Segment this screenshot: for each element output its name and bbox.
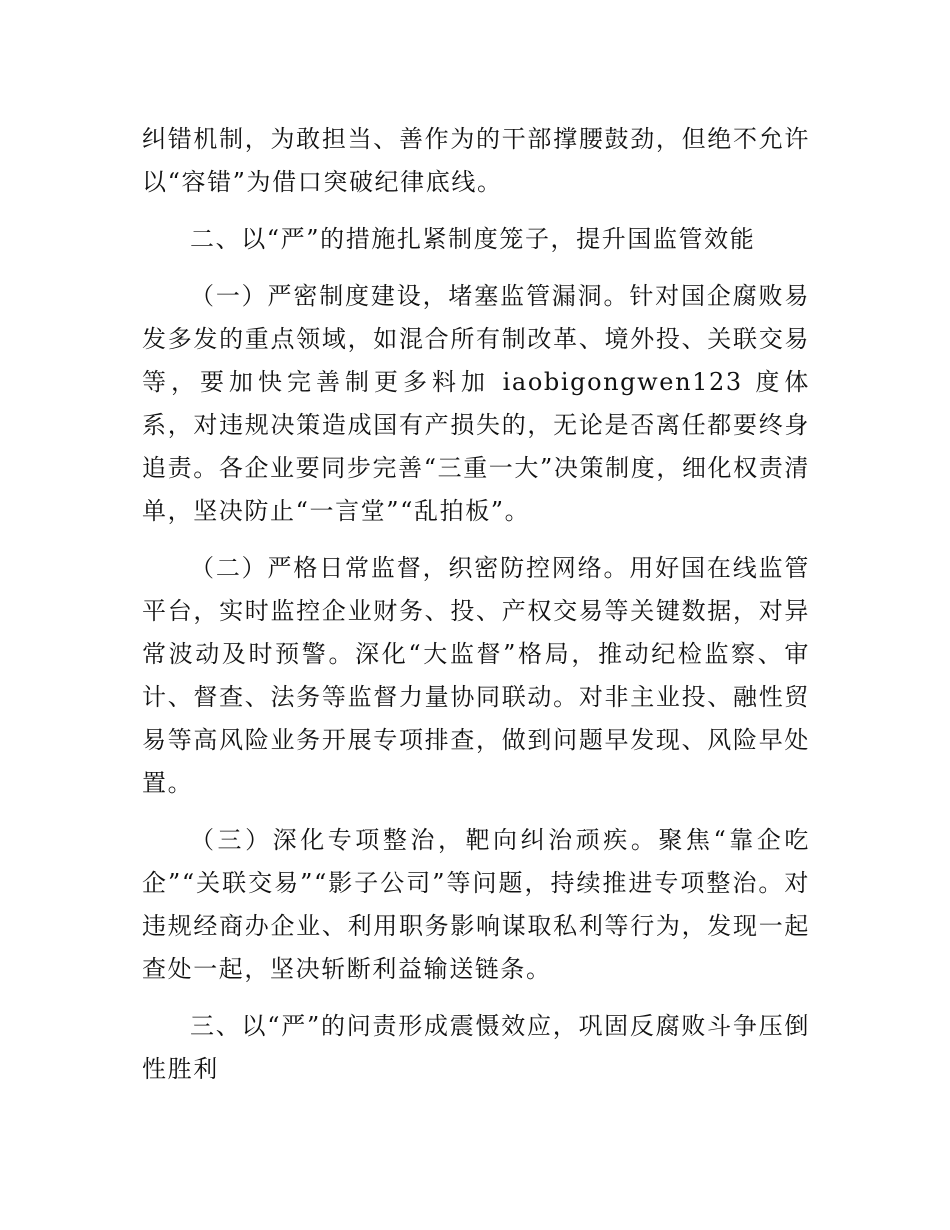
paragraph-subsection-3: （三）深化专项整治，靶向纠治顽疾。聚焦“靠企吃企”“关联交易”“影子公司”等问题，持续推进专项整治。对违规经商办企业、利用职务影响谋取私利等行为，发现一起查处一起，坚决斩断利益输送链条。 — [142, 826, 810, 983]
paragraph-continuation: 纠错机制，为敢担当、善作为的干部撑腰鼓劲，但绝不允许以“容错”为借口突破纪律底线。 — [142, 125, 810, 196]
section-heading-2: 二、以“严”的措施扎紧制度笼子，提升国监管效能 — [190, 225, 756, 253]
paragraph-subsection-1: （一）严密制度建设，堵塞监管漏洞。针对国企腐败易发多发的重点领域，如混合所有制改革、境外投、关联交易等，要加快完善制更多料加 iaobigongwen123 度体系，对违规决策造成国有产损失的，无论是否离任都要终身追责。各企业要同步完善“三重一大”决策制度，细化权责清单，坚决防止“一言堂”“乱拍板”。 — [142, 282, 810, 525]
section-heading-3: 三、以“严”的问责形成震慑效应，巩固反腐败斗争压倒性胜利 — [142, 1012, 810, 1083]
document-body — [142, 118, 810, 1105]
paragraph-subsection-2: （二）严格日常监督，织密防控网络。用好国在线监管平台，实时监控企业财务、投、产权交易等关键数据，对异常波动及时预警。深化“大监督”格局，推动纪检监察、审计、督查、法务等监督力量协同联动。对非主业投、融性贸易等高风险业务开展专项排查，做到问题早发现、风险早处置。 — [142, 554, 810, 797]
